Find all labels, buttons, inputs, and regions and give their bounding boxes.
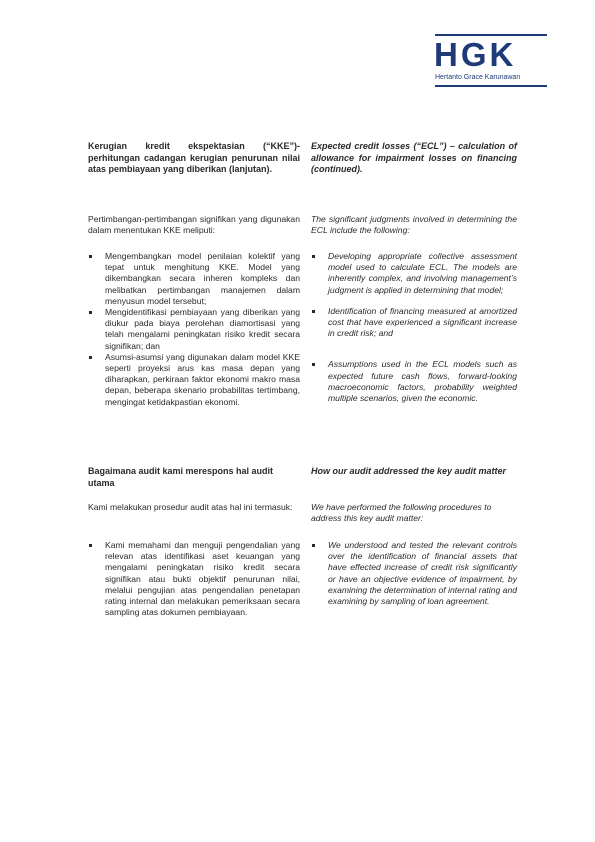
section1-title-id: Kerugian kredit ekspektasian (“KKE”)- perhitungan cadangan kerugian penurunan nilai atas pembiayaan yang diberikan (lanjutan). (88, 141, 300, 175)
list-item-text: Mengembangkan model penilaian kolektif yang tepat untuk menghitung KKE. Model yang dikembangkan secara inheren kompleks dan melibatkan pertimbangan manajemen dalam menyusun model tersebut; (105, 251, 300, 306)
logo-letters: HGK (434, 36, 517, 73)
section1-intro-en: The significant judgments involved in determining the ECL include the following: (311, 214, 517, 236)
bullet-icon (89, 544, 92, 547)
list-item (88, 307, 300, 352)
logo-bottom-rule (435, 85, 547, 87)
list-item-text: Asumsi-asumsi yang digunakan dalam model KKE seperti proyeksi arus kas masa depan yang diharapkan, perkiraan faktor ekonomi makro masa depan, beberapa skenario probabilitas tertimbang, mengingat ketidakpastian ekonomi. (105, 351, 300, 407)
section1-title-en: Expected credit losses (“ECL”) – calculation of allowance for impairment losses on financing (continued). (311, 141, 517, 175)
bullet-icon (312, 544, 315, 547)
section2-list-en (311, 540, 517, 607)
list-item (311, 540, 517, 607)
section1-intro-id: Pertimbangan-pertimbangan signifikan yang digunakan dalam menentukan KKE meliputi: (88, 214, 300, 236)
list-item-text: Assumptions used in the ECL models such as expected future cash flows, forward-looking macroeconomic factors, probability weighted multiple scenarios, given the economic. (328, 359, 517, 404)
section2-list-id (88, 540, 300, 618)
list-item-text: Mengidentifikasi pembiayaan yang diberikan yang diukur pada biaya perolehan diamortisasi yang telah mengalami peningkatan risiko kredit secara signifikan; dan (105, 307, 300, 351)
bullet-icon (312, 310, 315, 313)
list-item (88, 540, 300, 618)
list-item-text: Developing appropriate collective assessment model used to calculate ECL. The models are inherently complex, and involving management’s judgment is applied in determining that model; (328, 251, 517, 295)
list-item-text: We understood and tested the relevant controls over the identification of financial assets that have effected increase of credit risk significantly or have an objective evidence of impairment, by examining the determination of internal rating and examining by sampling of loan agreement. (328, 540, 517, 607)
section2-intro-id: Kami melakukan prosedur audit atas hal ini termasuk: (88, 502, 293, 512)
bullet-icon (89, 311, 92, 314)
bullet-icon (89, 255, 92, 258)
list-item (311, 251, 517, 296)
bullet-icon (312, 255, 315, 258)
list-item-text: Kami memahami dan menguji pengendalian yang relevan atas identifikasi aset keuangan yang mengalami peningkatan risiko kredit secara signifikan atau bukti objektif penurunan nilai, melalui pengujian atas pengendalian penetapan rating internal dan melakukan pemeriksaan secara sampling atas dokumen pembiayaan. (105, 540, 300, 618)
list-item-text: Identification of financing measured at amortized cost that have experienced a significant increase in credit risk; and (328, 305, 517, 339)
list-item (88, 251, 300, 307)
section1-list-id (88, 251, 300, 408)
list-item (311, 306, 517, 340)
bullet-icon (89, 356, 92, 359)
section2-title-en: How our audit addressed the key audit matter (311, 466, 507, 476)
company-logo (435, 34, 547, 87)
list-item (311, 359, 517, 404)
list-item (88, 352, 300, 408)
logo-company-name: Hertanto Grace Karunawan (435, 74, 521, 81)
bullet-icon (312, 363, 315, 366)
section1-list-en (311, 251, 517, 404)
section2-title-id: Bagaimana audit kami merespons hal audit utama (88, 466, 274, 488)
section2-intro-en: We have performed the following procedures to address this key audit matter: (311, 502, 492, 524)
